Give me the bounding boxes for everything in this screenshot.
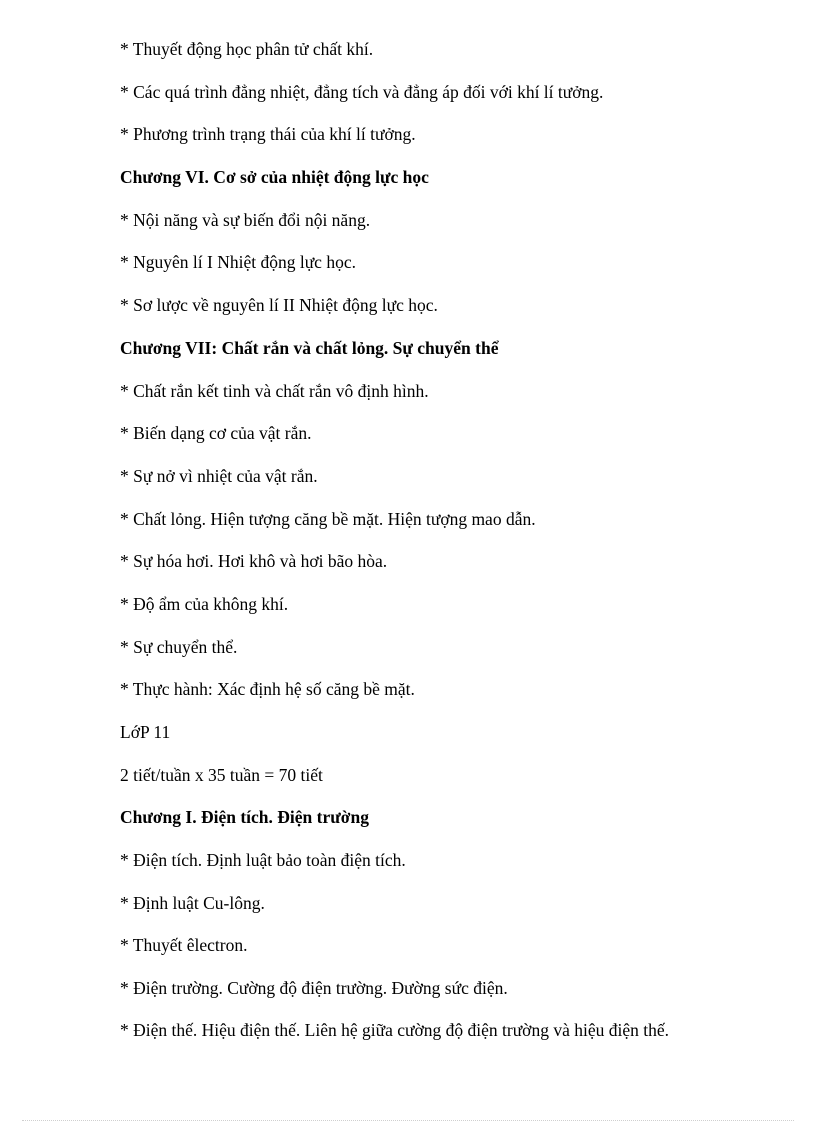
list-item: * Các quá trình đẳng nhiệt, đẳng tích và đẳng áp đối với khí lí tưởng. (120, 81, 604, 102)
document-body (120, 38, 690, 1041)
page-bottom-divider (22, 1120, 794, 1121)
list-item: * Chất rắn kết tinh và chất rắn vô định hình. (120, 380, 429, 401)
list-item: * Nguyên lí I Nhiệt động lực học. (120, 252, 356, 273)
list-item: * Thực hành: Xác định hệ số căng bề mặt. (120, 679, 415, 700)
list-item: * Biến dạng cơ của vật rắn. (120, 423, 312, 444)
chapter-heading: Chương I. Điện tích. Điện trường (120, 807, 369, 828)
list-item: * Sự chuyển thể. (120, 636, 238, 657)
list-item: * Phương trình trạng thái của khí lí tưởng. (120, 124, 416, 145)
list-item: * Thuyết động học phân tử chất khí. (120, 39, 374, 59)
list-item: * Sự nở vì nhiệt của vật rắn. (120, 465, 318, 486)
list-item: * Sơ lược về nguyên lí II Nhiệt động lực học. (120, 295, 438, 316)
grade-heading: LớP 11 (120, 722, 171, 742)
list-item: * Điện trường. Cường độ điện trường. Đường sức điện. (120, 978, 508, 999)
chapter-heading: Chương VI. Cơ sở của nhiệt động lực học (120, 167, 429, 188)
list-item: * Định luật Cu-lông. (120, 892, 265, 913)
chapter-heading: Chương VII: Chất rắn và chất lỏng. Sự chuyển thể (120, 337, 499, 358)
list-item: * Điện thế. Hiệu điện thế. Liên hệ giữa cường độ điện trường và hiệu điện thế. (120, 1019, 669, 1040)
list-item: * Nội năng và sự biến đổi nội năng. (120, 209, 371, 230)
list-item: * Độ ẩm của không khí. (120, 593, 289, 614)
list-item: * Sự hóa hơi. Hơi khô và hơi bão hòa. (120, 551, 388, 572)
list-item: * Điện tích. Định luật bảo toàn điện tích. (120, 850, 406, 871)
schedule-line: 2 tiết/tuần x 35 tuần = 70 tiết (120, 764, 323, 785)
list-item: * Thuyết êlectron. (120, 935, 248, 956)
list-item: * Chất lỏng. Hiện tượng căng bề mặt. Hiện tượng mao dẫn. (120, 508, 536, 529)
